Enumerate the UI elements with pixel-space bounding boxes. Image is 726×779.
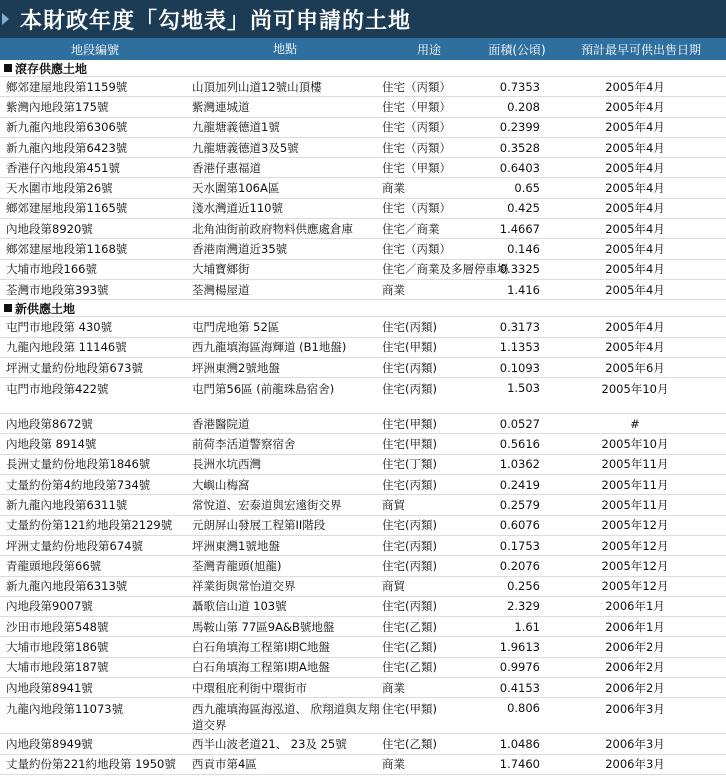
header-earliest-sale-date: 預計最早可供出售日期 bbox=[580, 42, 701, 57]
sale-date-cell: 2005年11月 bbox=[601, 457, 669, 472]
table-row bbox=[0, 138, 726, 158]
title-arrow-icon bbox=[2, 13, 9, 25]
table-row bbox=[0, 260, 726, 280]
table-row bbox=[0, 414, 726, 434]
usage-cell: 住宅(丙類) bbox=[382, 382, 437, 397]
lot-number-cell: 大埔市地段第186號 bbox=[6, 640, 109, 655]
sale-date-cell: 2005年4月 bbox=[605, 99, 665, 114]
lot-number-cell: 荃灣市地段第393號 bbox=[6, 282, 109, 297]
sale-date-cell: 2005年4月 bbox=[605, 319, 665, 334]
area-cell: 2.329 bbox=[507, 599, 540, 614]
area-cell: 0.1753 bbox=[499, 538, 540, 553]
sale-date-cell: 2005年4月 bbox=[605, 242, 665, 257]
area-cell: 1.9613 bbox=[499, 640, 540, 655]
table-row bbox=[0, 280, 726, 300]
sale-date-cell: 2005年10月 bbox=[601, 437, 669, 452]
usage-cell: 住宅(丙類) bbox=[382, 319, 437, 334]
sale-date-cell: 2006年2月 bbox=[605, 660, 665, 675]
area-cell: 0.2579 bbox=[499, 497, 540, 512]
location-cell: 西九龍填海區海泓道、 欣翔道與友翔道交界 bbox=[192, 702, 380, 733]
table-row bbox=[0, 239, 726, 259]
table-row bbox=[0, 97, 726, 117]
table-row bbox=[0, 455, 726, 475]
lot-number-cell: 大埔市地段166號 bbox=[6, 262, 97, 277]
location-cell: 香港仔惠福道 bbox=[192, 160, 261, 175]
sale-date-cell: 2006年1月 bbox=[605, 599, 665, 614]
sale-date-cell: 2005年11月 bbox=[601, 497, 669, 512]
area-cell: 0.6403 bbox=[499, 160, 540, 175]
sale-date-cell: 2005年4月 bbox=[605, 221, 665, 236]
title-bar bbox=[0, 0, 726, 38]
area-cell: 1.61 bbox=[514, 619, 540, 634]
usage-cell: 住宅(甲類) bbox=[382, 340, 437, 355]
table-row bbox=[0, 434, 726, 454]
location-cell: 荃灣青龍頭(旭龍) bbox=[192, 558, 282, 573]
table-row bbox=[0, 577, 726, 597]
usage-cell: 住宅(丙類) bbox=[382, 518, 437, 533]
area-cell: 0.3173 bbox=[499, 319, 540, 334]
header-location: 地點 bbox=[272, 42, 297, 56]
table-row bbox=[0, 495, 726, 515]
lot-number-cell: 沙田市地段第548號 bbox=[6, 619, 109, 634]
area-cell: 0.3528 bbox=[499, 140, 540, 155]
usage-cell: 商貿 bbox=[382, 497, 405, 512]
area-cell: 0.425 bbox=[507, 201, 540, 216]
lot-number-cell: 丈量約份第121約地段第2129號 bbox=[6, 518, 173, 533]
usage-cell: 住宅／商業及多層停車場 bbox=[382, 262, 509, 277]
location-cell: 北角油街前政府物料供應處倉庫 bbox=[192, 221, 353, 236]
table-header bbox=[0, 38, 726, 60]
sale-date-cell: 2006年3月 bbox=[605, 702, 665, 717]
section-label: 新供應土地 bbox=[15, 301, 76, 316]
sale-date-cell: 2005年4月 bbox=[605, 79, 665, 94]
header-lot-number: 地段編號 bbox=[70, 42, 119, 57]
location-cell: 元朗屏山發展工程第II階段 bbox=[192, 518, 326, 533]
table-row bbox=[0, 118, 726, 138]
location-cell: 白石角填海工程第I期C地盤 bbox=[192, 640, 330, 655]
table-row bbox=[0, 158, 726, 178]
usage-cell: 住宅（丙類） bbox=[382, 79, 451, 94]
area-cell: 0.65 bbox=[514, 181, 540, 196]
lot-number-cell: 內地段第8920號 bbox=[6, 221, 93, 236]
location-cell: 紫灣連城道 bbox=[192, 99, 250, 114]
lot-number-cell: 香港仔內地段第451號 bbox=[6, 160, 120, 175]
table-row bbox=[0, 617, 726, 637]
location-cell: 前荷李活道警察宿舍 bbox=[192, 437, 296, 452]
lot-number-cell: 紫灣內地段第175號 bbox=[6, 99, 109, 114]
lot-number-cell: 青龍頭地段第66號 bbox=[6, 558, 102, 573]
sale-date-cell: 2005年11月 bbox=[601, 477, 669, 492]
usage-cell: 商貿 bbox=[382, 579, 405, 594]
usage-cell: 住宅（丙類） bbox=[382, 140, 451, 155]
lot-number-cell: 內地段第8672號 bbox=[6, 416, 93, 431]
sale-date-cell: 2005年12月 bbox=[601, 518, 669, 533]
area-cell: 0.9976 bbox=[499, 660, 540, 675]
location-cell: 馬鞍山第 77區9A&B號地盤 bbox=[192, 619, 335, 634]
table-row bbox=[0, 755, 726, 775]
square-bullet-icon bbox=[4, 304, 12, 312]
sale-date-cell: 2006年2月 bbox=[605, 640, 665, 655]
usage-cell: 商業 bbox=[382, 680, 405, 695]
table-body-existing bbox=[0, 77, 726, 300]
lot-number-cell: 丈量約份第221約地段第 1950號 bbox=[6, 757, 176, 772]
area-cell: 0.7353 bbox=[499, 79, 540, 94]
sale-date-cell: 2005年4月 bbox=[605, 201, 665, 216]
table-row bbox=[0, 178, 726, 198]
section-heading-existing bbox=[0, 60, 726, 77]
location-cell: 九龍塘義德道3及5號 bbox=[192, 140, 299, 155]
area-cell: 1.7460 bbox=[499, 757, 540, 772]
usage-cell: 商業 bbox=[382, 757, 405, 772]
sale-date-cell: 2005年4月 bbox=[605, 120, 665, 135]
location-cell: 長洲水坑西灣 bbox=[192, 457, 261, 472]
usage-cell: 商業 bbox=[382, 282, 405, 297]
sale-date-cell: 2005年4月 bbox=[605, 140, 665, 155]
area-cell: 0.6076 bbox=[499, 518, 540, 533]
sale-date-cell: 2005年4月 bbox=[605, 160, 665, 175]
area-cell: 0.2399 bbox=[499, 120, 540, 135]
sale-date-cell: 2005年12月 bbox=[601, 558, 669, 573]
area-cell: 0.0527 bbox=[499, 416, 540, 431]
usage-cell: 住宅(甲類) bbox=[382, 437, 437, 452]
location-cell: 香港醫院道 bbox=[192, 416, 250, 431]
location-cell: 西九龍填海區海輝道 (B1地盤) bbox=[192, 340, 347, 355]
area-cell: 1.0362 bbox=[499, 457, 540, 472]
table-row bbox=[0, 637, 726, 657]
location-cell: 山頂加列山道12號山頂樓 bbox=[192, 79, 322, 94]
lot-number-cell: 九龍內地段第11073號 bbox=[6, 702, 124, 717]
table-body-new bbox=[0, 317, 726, 775]
location-cell: 天水圍第106A區 bbox=[192, 181, 280, 196]
location-cell: 大埔寶鄉街 bbox=[192, 262, 250, 277]
sale-date-cell: 2005年4月 bbox=[605, 282, 665, 297]
usage-cell: 住宅(乙類) bbox=[382, 640, 437, 655]
location-cell: 九龍塘義德道1號 bbox=[192, 120, 280, 135]
area-cell: 0.256 bbox=[507, 579, 540, 594]
table-row bbox=[0, 475, 726, 495]
area-cell: 1.4667 bbox=[499, 221, 540, 236]
sale-date-cell: 2005年4月 bbox=[605, 340, 665, 355]
location-cell: 中環租庇利街中環街市 bbox=[192, 680, 307, 695]
usage-cell: 住宅(丙類) bbox=[382, 538, 437, 553]
header-area: 面積(公頃) bbox=[488, 42, 546, 57]
location-cell: 祥業街與常怡道交界 bbox=[192, 579, 296, 594]
lot-number-cell: 內地段第 8914號 bbox=[6, 437, 97, 452]
location-cell: 屯門虎地第 52區 bbox=[192, 319, 280, 334]
area-cell: 1.1353 bbox=[499, 340, 540, 355]
table-row bbox=[0, 678, 726, 698]
location-cell: 淺水灣道近110號 bbox=[192, 201, 283, 216]
table-row bbox=[0, 317, 726, 337]
lot-number-cell: 鄉郊建屋地段第1159號 bbox=[6, 79, 128, 94]
sale-date-cell: 2005年12月 bbox=[601, 538, 669, 553]
table-row bbox=[0, 378, 726, 414]
location-cell: 西貢市第4區 bbox=[192, 757, 257, 772]
area-cell: 1.416 bbox=[507, 282, 540, 297]
sale-date-cell: 2006年3月 bbox=[605, 736, 665, 751]
area-cell: 1.0486 bbox=[499, 736, 540, 751]
lot-number-cell: 坪洲丈量約份地段第674號 bbox=[6, 538, 143, 553]
usage-cell: 住宅(丙類) bbox=[382, 477, 437, 492]
section-label: 滾存供應土地 bbox=[15, 61, 88, 76]
location-cell: 荃灣楊屋道 bbox=[192, 282, 250, 297]
sale-date-cell: 2005年10月 bbox=[601, 382, 669, 397]
usage-cell: 住宅(乙類) bbox=[382, 660, 437, 675]
area-cell: 0.3325 bbox=[499, 262, 540, 277]
usage-cell: 住宅(乙類) bbox=[382, 736, 437, 751]
lot-number-cell: 內地段第8941號 bbox=[6, 680, 93, 695]
area-cell: 0.806 bbox=[507, 701, 540, 716]
lot-number-cell: 丈量約份第4約地段第734號 bbox=[6, 477, 151, 492]
lot-number-cell: 天水圍市地段第26號 bbox=[6, 181, 113, 196]
usage-cell: 住宅（甲類） bbox=[382, 99, 451, 114]
table-row bbox=[0, 536, 726, 556]
usage-cell: 住宅(丁類) bbox=[382, 457, 437, 472]
table-row bbox=[0, 658, 726, 678]
usage-cell: 住宅(丙類) bbox=[382, 360, 437, 375]
sale-date-cell: 2006年2月 bbox=[605, 680, 665, 695]
usage-cell: 住宅／商業 bbox=[382, 221, 440, 236]
lot-number-cell: 九龍內地段第 11146號 bbox=[6, 340, 127, 355]
usage-cell: 住宅(甲類) bbox=[382, 702, 437, 717]
usage-cell: 住宅（丙類） bbox=[382, 120, 451, 135]
sale-date-cell: 2005年6月 bbox=[605, 360, 665, 375]
sale-date-cell: # bbox=[630, 416, 640, 431]
table-row bbox=[0, 556, 726, 576]
location-cell: 西半山波老道21、 23及 25號 bbox=[192, 736, 347, 751]
sale-date-cell: 2005年12月 bbox=[601, 579, 669, 594]
usage-cell: 商業 bbox=[382, 181, 405, 196]
location-cell: 大嶼山梅窩 bbox=[192, 477, 250, 492]
sale-date-cell: 2006年3月 bbox=[605, 757, 665, 772]
table-row bbox=[0, 597, 726, 617]
sale-date-cell: 2006年1月 bbox=[605, 619, 665, 634]
area-cell: 1.503 bbox=[507, 381, 540, 396]
sale-date-cell: 2005年4月 bbox=[605, 262, 665, 277]
lot-number-cell: 內地段第8949號 bbox=[6, 736, 93, 751]
sale-date-cell: 2005年4月 bbox=[605, 181, 665, 196]
usage-cell: 住宅（丙類） bbox=[382, 201, 451, 216]
header-usage: 用途 bbox=[416, 42, 441, 57]
table-row bbox=[0, 358, 726, 378]
area-cell: 0.1093 bbox=[499, 360, 540, 375]
table-row bbox=[0, 199, 726, 219]
usage-cell: 住宅(甲類) bbox=[382, 416, 437, 431]
table-row bbox=[0, 698, 726, 734]
area-cell: 0.2419 bbox=[499, 477, 540, 492]
lot-number-cell: 屯門市地段第422號 bbox=[6, 382, 109, 397]
lot-number-cell: 坪洲丈量約份地段第673號 bbox=[6, 360, 143, 375]
area-cell: 0.146 bbox=[507, 242, 540, 257]
page-title: 本財政年度「勾地表」尚可申請的土地 bbox=[20, 8, 412, 34]
location-cell: 常悅道、宏泰道與宏遠街交界 bbox=[192, 497, 342, 512]
square-bullet-icon bbox=[4, 64, 12, 72]
usage-cell: 住宅(乙類) bbox=[382, 619, 437, 634]
lot-number-cell: 長洲丈量約份地段第1846號 bbox=[6, 457, 151, 472]
location-cell: 坪洲東灣1號地盤 bbox=[192, 538, 280, 553]
lot-number-cell: 鄉郊建屋地段第1168號 bbox=[6, 242, 128, 257]
lot-number-cell: 內地段第9007號 bbox=[6, 599, 93, 614]
table-row bbox=[0, 734, 726, 754]
table-row bbox=[0, 77, 726, 97]
usage-cell: 住宅(丙類) bbox=[382, 558, 437, 573]
table-row bbox=[0, 338, 726, 358]
lot-number-cell: 新九龍內地段第6306號 bbox=[6, 120, 128, 135]
location-cell: 香港南灣道近35號 bbox=[192, 242, 288, 257]
usage-cell: 住宅（甲類） bbox=[382, 160, 451, 175]
table-row bbox=[0, 219, 726, 239]
usage-cell: 住宅（丙類） bbox=[382, 242, 451, 257]
location-cell: 聶歌信山道 103號 bbox=[192, 599, 287, 614]
lot-number-cell: 新九龍內地段第6311號 bbox=[6, 497, 128, 512]
usage-cell: 住宅(丙類) bbox=[382, 599, 437, 614]
location-cell: 屯門第56區 (前龍珠島宿舍) bbox=[192, 382, 335, 397]
area-cell: 0.4153 bbox=[499, 680, 540, 695]
lot-number-cell: 新九龍內地段第6423號 bbox=[6, 140, 128, 155]
lot-number-cell: 大埔市地段第187號 bbox=[6, 660, 109, 675]
location-cell: 白石角填海工程第I期A地盤 bbox=[192, 660, 330, 675]
lot-number-cell: 屯門市地段第 430號 bbox=[6, 319, 113, 334]
area-cell: 0.5616 bbox=[499, 437, 540, 452]
area-cell: 0.2076 bbox=[499, 558, 540, 573]
location-cell: 坪洲東灣2號地盤 bbox=[192, 360, 280, 375]
lot-number-cell: 新九龍內地段第6313號 bbox=[6, 579, 128, 594]
area-cell: 0.208 bbox=[507, 99, 540, 114]
table-row bbox=[0, 516, 726, 536]
section-heading-new bbox=[0, 300, 726, 317]
lot-number-cell: 鄉郊建屋地段第1165號 bbox=[6, 201, 128, 216]
